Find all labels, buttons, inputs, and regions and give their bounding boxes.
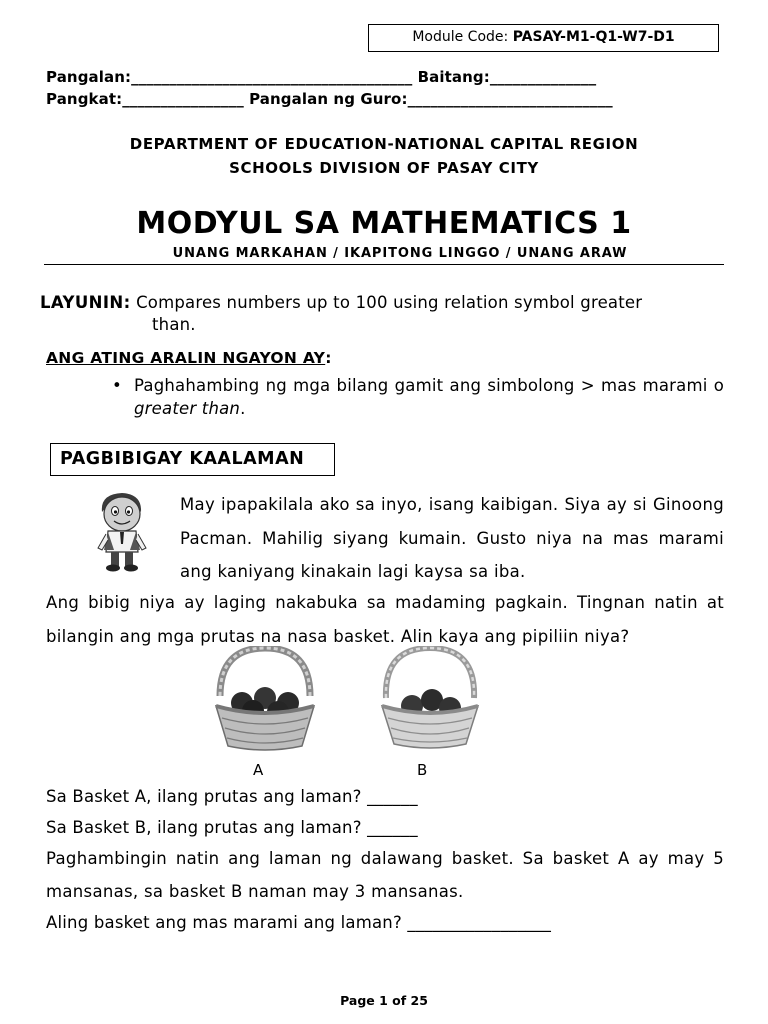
lesson-bullet-end: .: [240, 399, 246, 418]
question-which-basket: Aling basket ang mas marami ang laman? _________________: [46, 913, 552, 932]
lesson-bullet: [92, 374, 724, 420]
lesson-heading: [46, 349, 332, 367]
pacman-character-illustration: [92, 490, 152, 574]
objective-text: Compares numbers up to 100 using relation symbol greater: [136, 293, 643, 312]
department-heading: DEPARTMENT OF EDUCATION-NATIONAL CAPITAL REGION: [129, 135, 639, 153]
student-name-grade-line: Pangalan:_____________________________________ Baitang:______________: [46, 68, 597, 86]
question-basket-b: Sa Basket B, ilang prutas ang laman? ______: [46, 818, 418, 837]
objective-paragraph: [40, 292, 724, 336]
basket-a-illustration: [212, 646, 318, 752]
story-paragraph-2: Ang bibig niya ay laging nakabuka sa madaming pagkain. Tingnan natin at bilangin ang mga prutas na nasa basket. Alin kaya ang pipiliin niya?: [46, 593, 724, 646]
bullet-dot-icon: •: [112, 376, 122, 395]
lesson-bullet-text: Paghahambing ng mga bilang gamit ang simbolong > mas marami o: [134, 376, 724, 395]
comparison-paragraph: Paghambingin natin ang laman ng dalawang basket. Sa basket A ay may 5 mansanas, sa basket B naman may 3 mansanas.: [46, 849, 724, 901]
module-code-value: PASAY-M1-Q1-W7-D1: [512, 29, 675, 45]
objective-label: LAYUNIN:: [40, 293, 131, 312]
lesson-heading-colon: :: [325, 349, 332, 367]
module-code-box: [368, 24, 719, 52]
module-title: MODYUL SA MATHEMATICS 1: [136, 206, 632, 241]
module-subtitle: UNANG MARKAHAN / IKAPITONG LINGGO / UNANG ARAW: [172, 246, 628, 261]
objective-text-cont: than.: [152, 315, 196, 334]
section-heading-text: PAGBIBIGAY KAALAMAN: [60, 449, 305, 469]
page-number: Page 1 of 25: [340, 993, 428, 1008]
section-heading-box: [50, 443, 335, 476]
division-heading: SCHOOLS DIVISION OF PASAY CITY: [229, 159, 539, 177]
basket-a-label: A: [253, 761, 264, 779]
title-divider: [44, 264, 724, 265]
story-paragraph-1: May ipapakilala ako sa inyo, isang kaibigan. Siya ay si Ginoong Pacman. Mahilig siyang kumain. Gusto niya na mas marami ang kaniyang kinakain lagi kaysa sa iba.: [180, 495, 724, 581]
basket-b-illustration: [378, 646, 482, 750]
section-teacher-line: Pangkat:________________ Pangalan ng Guro:___________________________: [46, 90, 613, 108]
lesson-heading-text: ANG ATING ARALIN NGAYON AY: [46, 349, 326, 367]
module-code-label: Module Code:: [412, 29, 509, 45]
question-basket-a: Sa Basket A, ilang prutas ang laman? ______: [46, 787, 418, 806]
basket-b-label: B: [417, 761, 428, 779]
lesson-bullet-italic: greater than: [134, 399, 241, 418]
